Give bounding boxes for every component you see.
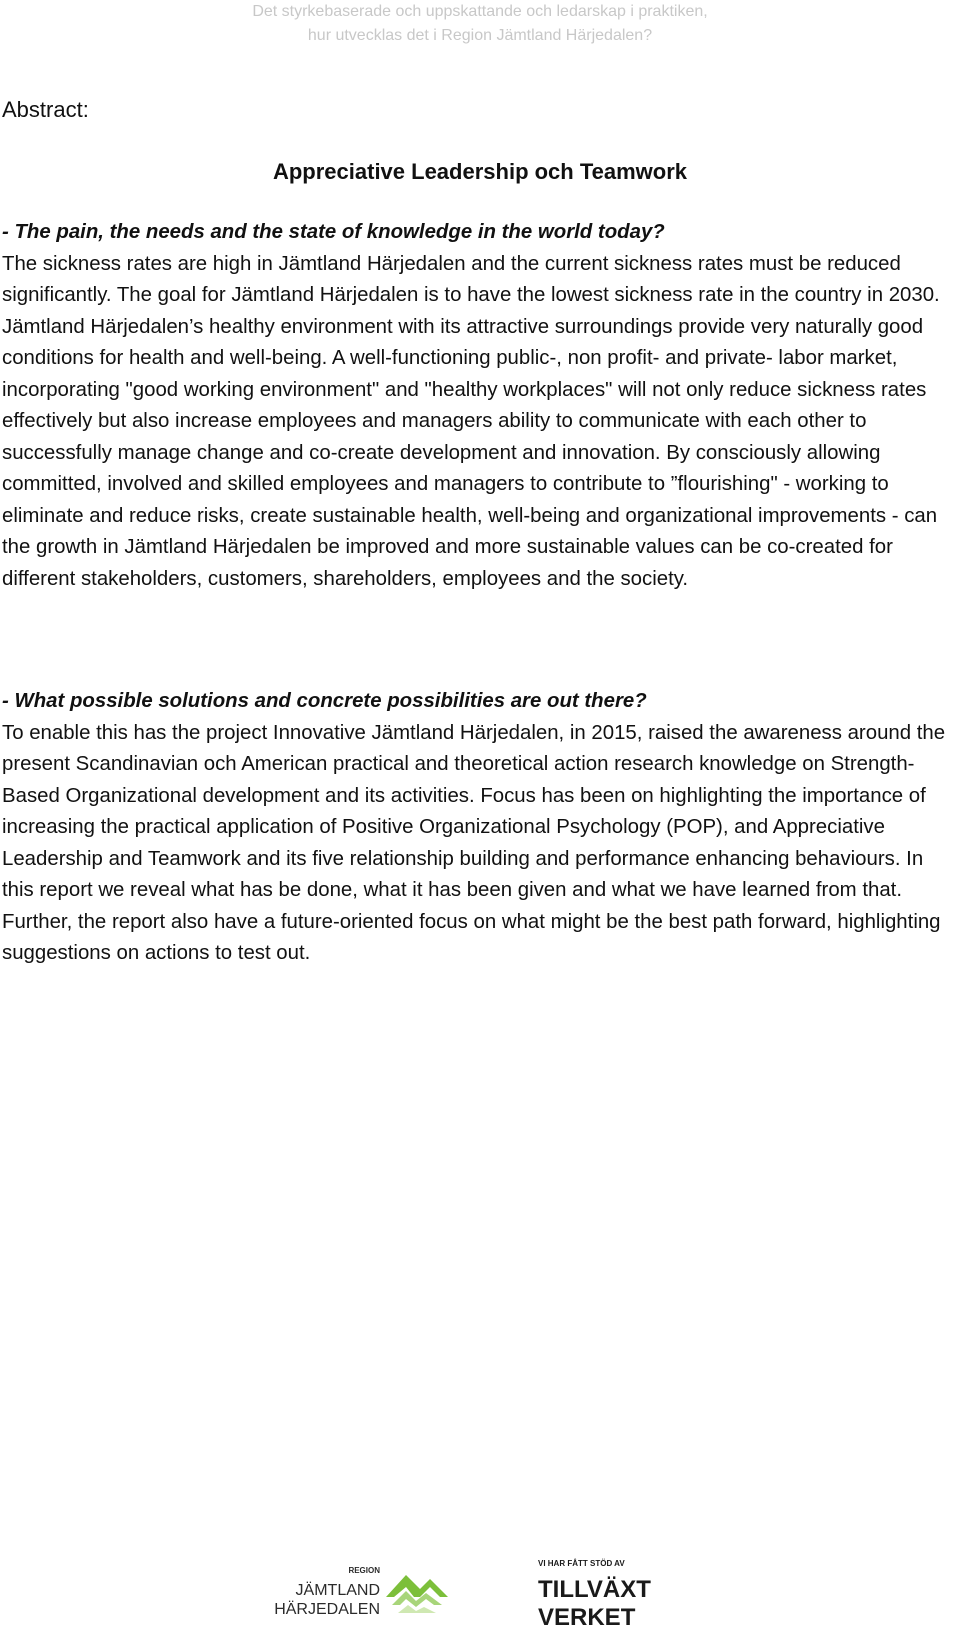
header-line-2: hur utvecklas det i Region Jämtland Härjedalen? — [307, 27, 653, 44]
svg-text:TILLVÄXT: TILLVÄXT — [538, 1576, 651, 1603]
tillvaxtverket-logo — [534, 1555, 651, 1631]
region-jamtland-harjedalen-logo — [274, 1557, 468, 1627]
section-body: The sickness rates are high in Jämtland Härjedalen and the current sickness rates must be reduced significantly. The goal for Jämtland Härjedalen is to have the lowest sickness rate in the country in 2030. Jämtland Härjedalen’s healthy environment with its attractive surroundings provide very naturally good conditions for health and well-being. A well-functioning public-, non profit- and private- labor market, incorporating "good working environment" and "healthy workplaces" will not only reduce sickness rates effectively but also increase employees and managers ability to communicate with each other to successfully manage change and co-create development and innovation. By consciously allowing committed, involved and skilled employees and managers to contribute to ”flourishing" - working to eliminate and reduce risks, create sustainable health, well-being and organizational improvements - can the growth in Jämtland Härjedalen be improved and more sustainable values can be co-created for different stakeholders, customers, shareholders, employees and the society. — [2, 252, 940, 590]
section-heading: - The pain, the needs and the state of knowledge in the world today? — [2, 221, 665, 243]
section-heading: - What possible solutions and concrete possibilities are out there? — [2, 690, 647, 712]
section-body: To enable this has the project Innovative Jämtland Härjedalen, in 2015, raised the awareness around the present Scandinavian och American practical and theoretical action research knowledge on Strength-Based Organizational development and its activities. Focus has been on highlighting the importance of increasing the practical application of Positive Organizational Psychology (POP), and Appreciative Leadership and Teamwork and its five relationship building and performance enhancing behaviours. In this report we reveal what has be done, what it has been given and what we have learned from that. Further, the report also have a future-oriented focus on what might be the best path forward, highlighting suggestions on actions to test out. — [2, 721, 946, 964]
svg-text:REGION: REGION — [348, 1566, 380, 1575]
svg-text:JÄMTLAND: JÄMTLAND — [295, 1582, 380, 1599]
document-title: Appreciative Leadership och Teamwork — [272, 159, 688, 184]
abstract-label: Abstract: — [2, 97, 89, 122]
svg-text:VERKET: VERKET — [538, 1604, 636, 1631]
section-pain-needs — [2, 217, 954, 595]
svg-text:VI HAR FÅTT STÖD AV: VI HAR FÅTT STÖD AV — [538, 1559, 625, 1568]
header-line-1: Det styrkebaserade och uppskattande och ledarskap i praktiken, — [252, 3, 708, 20]
svg-text:HÄRJEDALEN: HÄRJEDALEN — [274, 1601, 380, 1618]
running-header — [0, 0, 960, 48]
section-solutions — [2, 686, 954, 970]
footer-logos — [0, 1555, 960, 1633]
